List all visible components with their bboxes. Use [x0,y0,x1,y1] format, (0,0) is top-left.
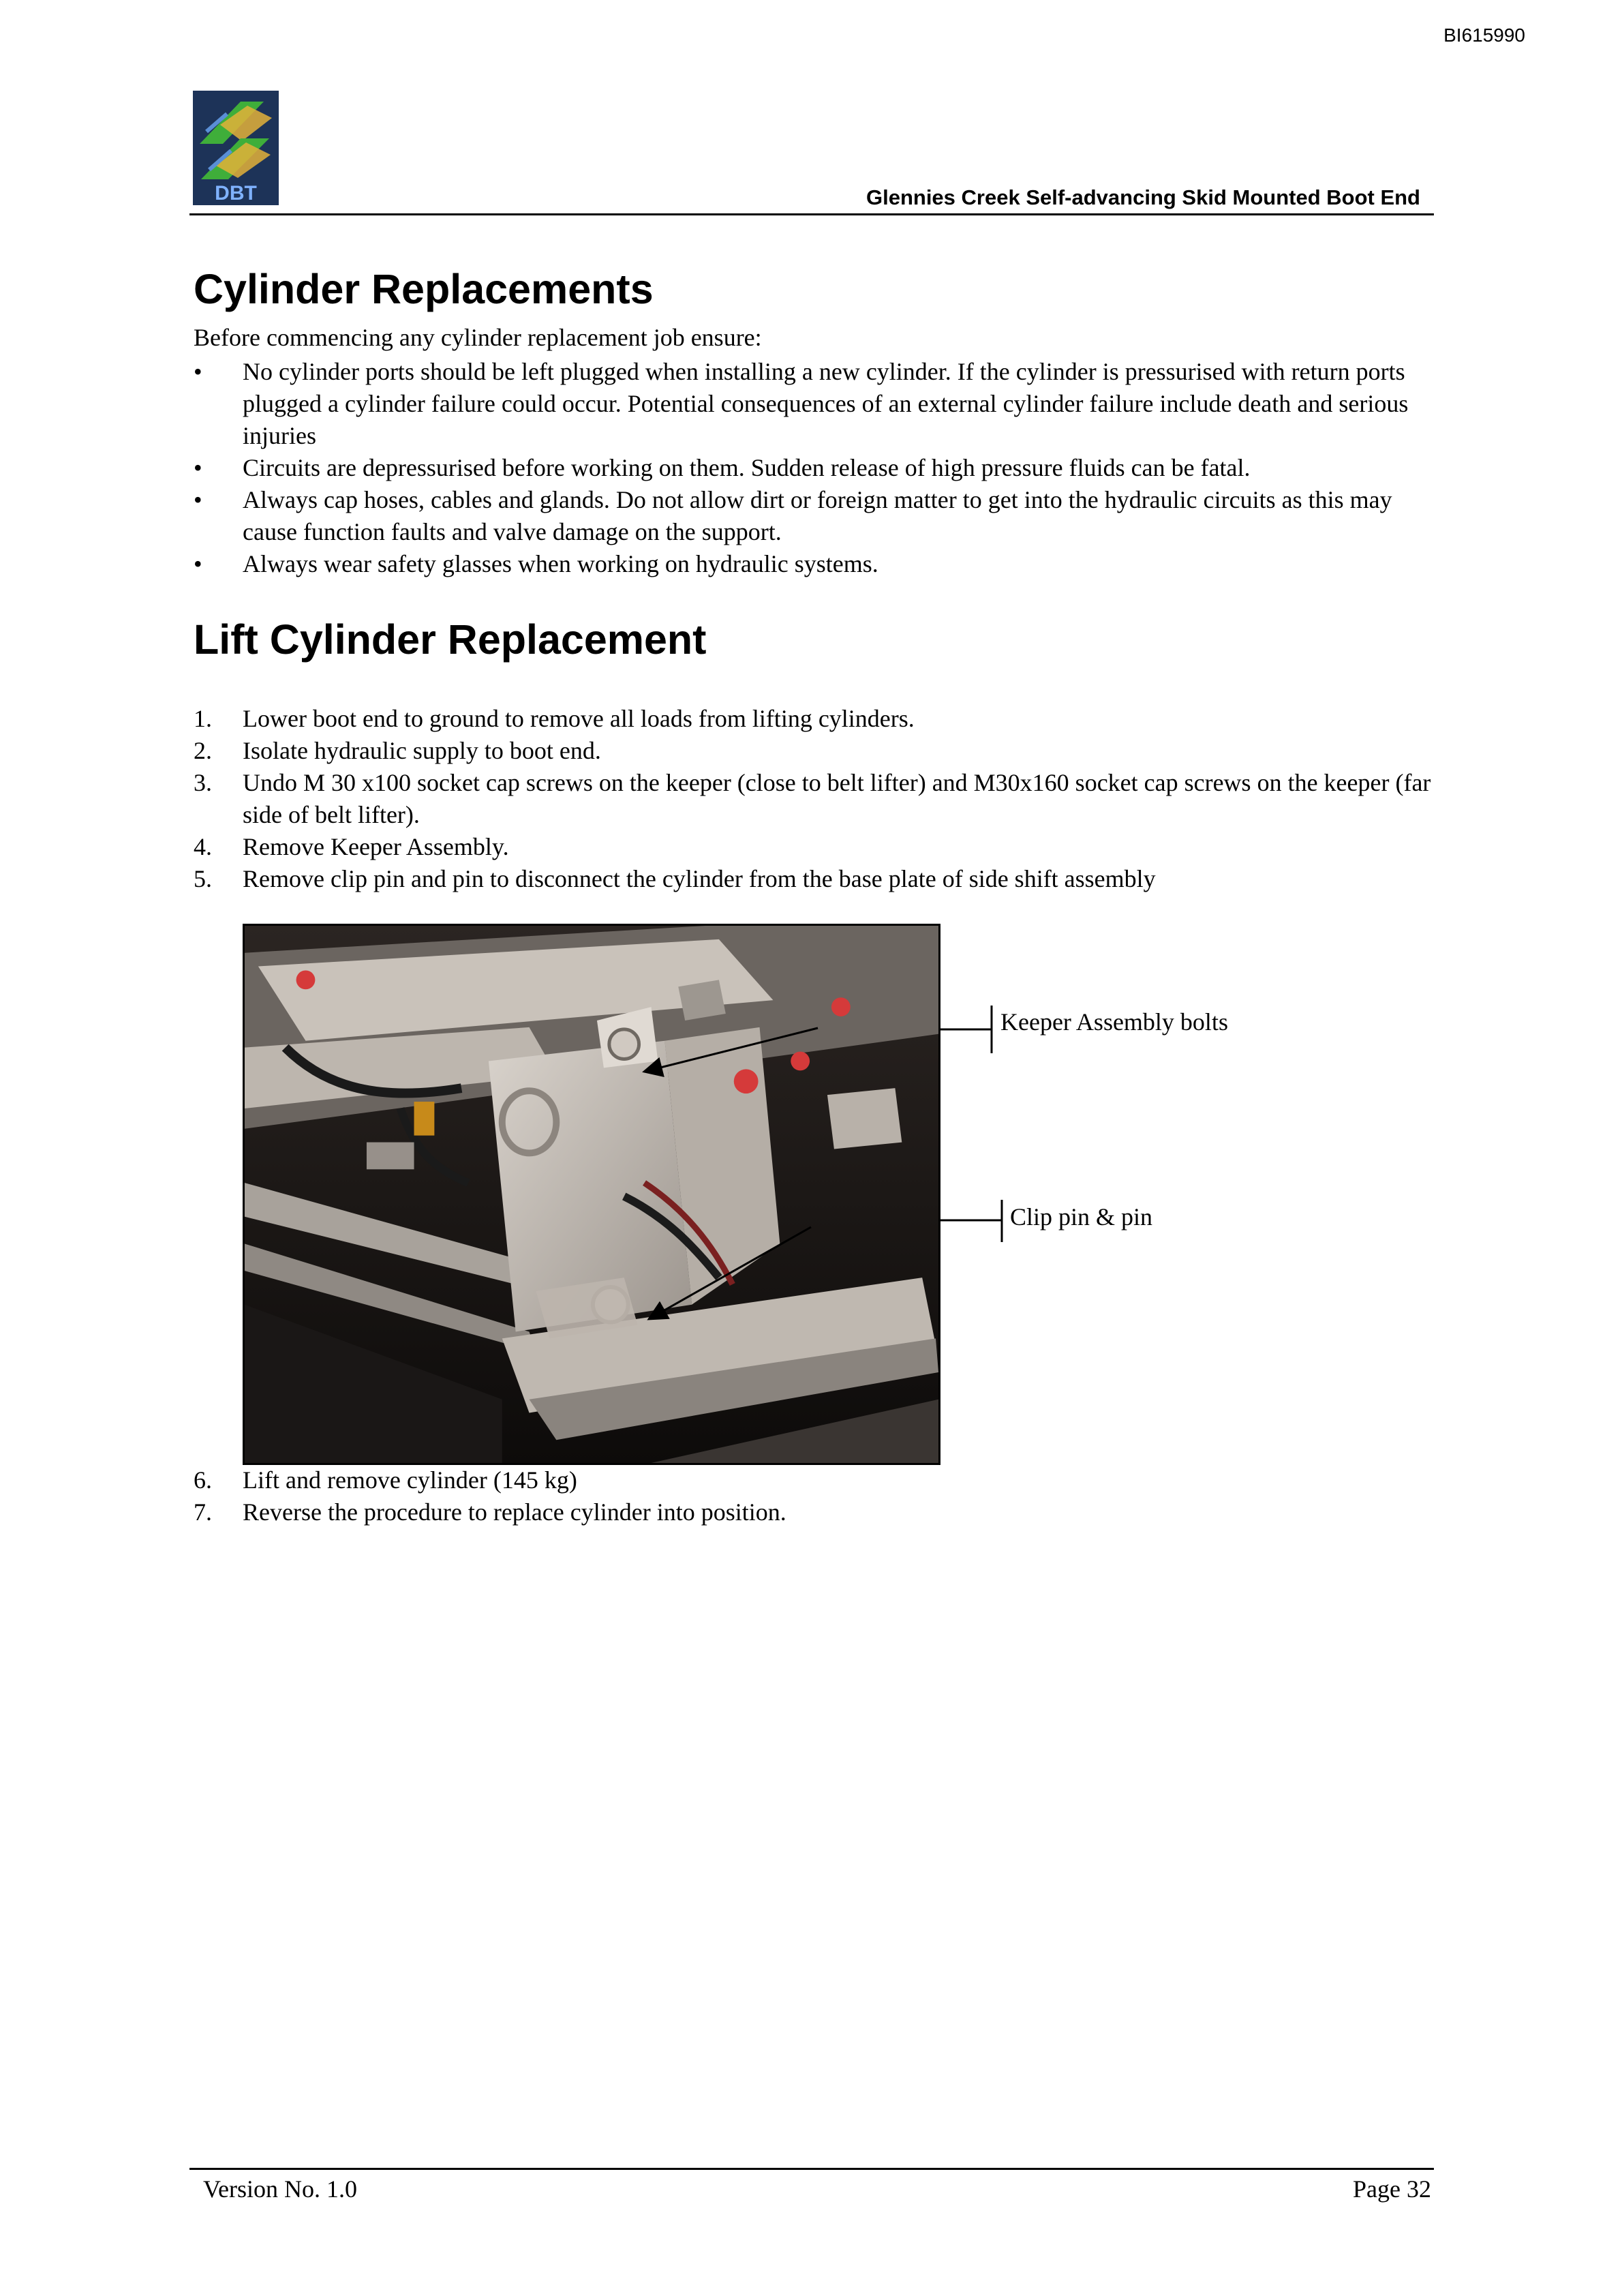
step-number: 3. [194,769,212,796]
callout-clip-pin: Clip pin & pin [1010,1203,1153,1230]
step-text: Isolate hydraulic supply to boot end. [243,737,601,764]
list-item [194,548,1434,580]
step-text: Lower boot end to ground to remove all loads from lifting cylinders. [243,705,915,732]
header-divider [189,213,1434,215]
step-number: 4. [194,833,212,860]
bullet-text: Circuits are depressurised before working on them. Sudden release of high pressure fluids can be fatal. [243,454,1251,481]
step-number: 2. [194,737,212,764]
step-text: Remove clip pin and pin to disconnect the cylinder from the base plate of side shift assembly [243,865,1156,892]
safety-bullet-list [194,356,1434,580]
section-heading-cylinder-replacements: Cylinder Replacements [194,266,654,312]
step-number: 5. [194,865,212,892]
bullet-marker: • [194,454,202,481]
svg-text:DBT: DBT [215,182,257,205]
bullet-text: No cylinder ports should be left plugged when installing a new cylinder. If the cylinder is pressurised with return ports plugged a cylinder failure could occur. Potential consequences of an external cylinder failure include death and serious injuries [243,358,1409,449]
bullet-text: Always wear safety glasses when working on hydraulic systems. [243,550,878,577]
step-number: 7. [194,1498,212,1526]
dbt-logo [193,91,279,205]
list-item [194,767,1434,831]
list-item [194,484,1434,548]
callout-keeper-assembly-bolts: Keeper Assembly bolts [1000,1008,1228,1036]
list-item [194,735,1434,767]
section-heading-lift-cylinder-replacement: Lift Cylinder Replacement [194,616,707,663]
list-item [194,703,1434,735]
bullet-marker: • [194,486,202,513]
list-item [194,356,1434,452]
footer-version: Version No. 1.0 [203,2175,357,2203]
list-item [194,452,1434,484]
bullet-marker: • [194,550,202,577]
step-text: Remove Keeper Assembly. [243,833,509,860]
document-id: BI615990 [1443,25,1525,46]
list-item [194,1496,1434,1528]
procedure-steps-list [194,703,1434,895]
document-header-title: Glennies Creek Self-advancing Skid Mounted Boot End [866,185,1420,209]
list-item [194,863,1434,895]
step-number: 6. [194,1466,212,1494]
procedure-steps-list-continued [194,1464,1434,1528]
list-item [194,1464,1434,1496]
step-text: Reverse the procedure to replace cylinder into position. [243,1498,786,1526]
step-number: 1. [194,705,212,732]
bullet-marker: • [194,358,202,385]
bullet-text: Always cap hoses, cables and glands. Do not allow dirt or foreign matter to get into the hydraulic circuits as this may cause function faults and valve damage on the support. [243,486,1392,545]
footer-divider [189,2168,1434,2170]
list-item [194,831,1434,863]
footer-page-number: Page 32 [1353,2175,1431,2203]
lift-cylinder-photo [243,924,940,1465]
step-text: Undo M 30 x100 socket cap screws on the keeper (close to belt lifter) and M30x160 socket cap screws on the keeper (far side of belt lifter). [243,769,1431,828]
step-text: Lift and remove cylinder (145 kg) [243,1466,577,1494]
section-intro: Before commencing any cylinder replacement job ensure: [194,324,762,351]
